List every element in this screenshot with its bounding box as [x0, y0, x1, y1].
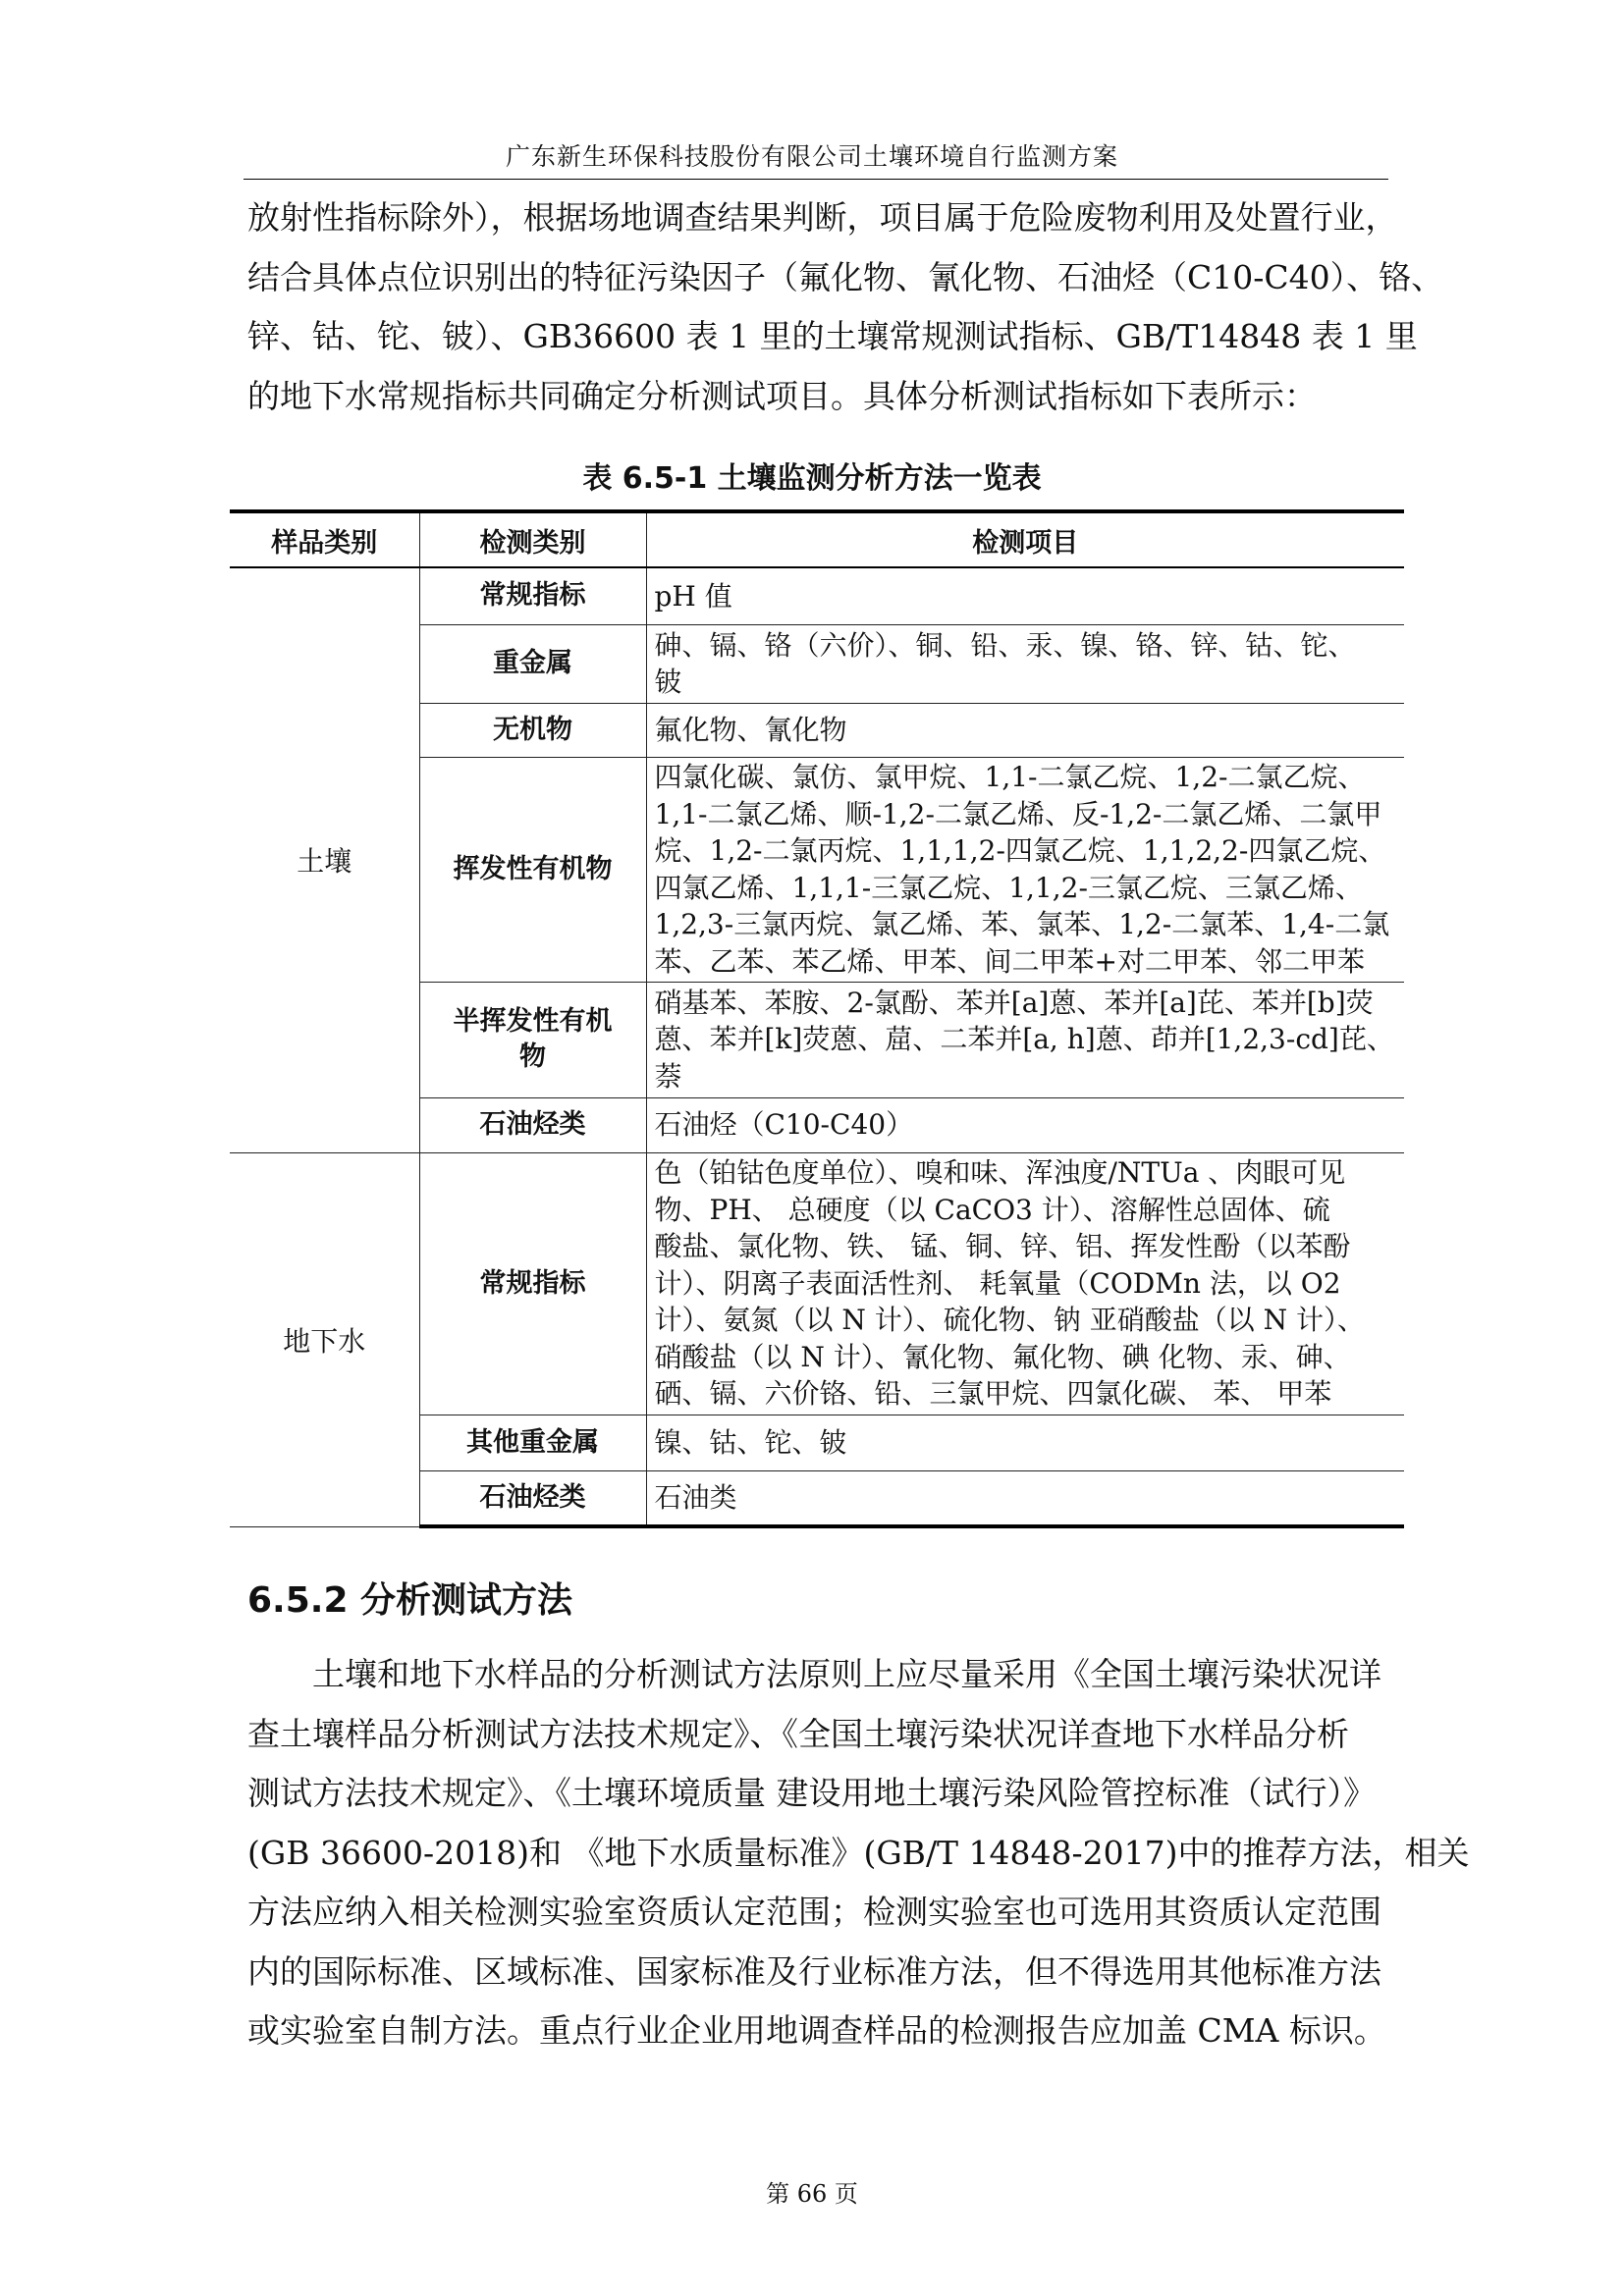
items-cell [646, 1097, 1404, 1152]
monitoring-methods-table [230, 509, 1404, 1528]
items-cell [646, 757, 1404, 982]
item-line: 苯、乙苯、苯乙烯、甲苯、间二甲苯+对二甲苯、邻二甲苯 [654, 944, 1365, 978]
type-line: 物 [519, 1041, 546, 1072]
type-cell: 其他重金属 [419, 1415, 646, 1470]
item-line: 计）、氨氮（以 N 计）、硫化物、钠 亚硝酸盐（以 N 计）、 [654, 1304, 1366, 1337]
items-cell [646, 1415, 1404, 1470]
type-cell: 石油烃类 [419, 1470, 646, 1526]
item-line: 四氯乙烯、1,1,1-三氯乙烷、1,1,2-三氯乙烷、三氯乙烯、 [654, 871, 1363, 904]
item-line: 石油类 [654, 1481, 737, 1514]
groundwater-category-cell: 地下水 [230, 1152, 419, 1526]
body-line: 或实验室自制方法。重点行业企业用地调查样品的检测报告应加盖 CMA 标识。 [247, 2011, 1386, 2050]
header-test-category: 检测类别 [419, 511, 646, 567]
items-cell [646, 982, 1404, 1097]
intro-paragraph [247, 188, 1444, 426]
body-line: 测试方法技术规定》、《土壤环境质量 建设用地土壤污染风险管控标准（试行）》 [247, 1774, 1376, 1812]
items-cell [646, 1470, 1404, 1526]
item-line: 1,2,3-三氯丙烷、氯乙烯、苯、氯苯、1,2-二氯苯、1,4-二氯 [654, 908, 1390, 940]
item-line: 硝酸盐（以 N 计）、氰化物、氟化物、碘 化物、汞、砷、 [654, 1340, 1351, 1373]
type-cell: 常规指标 [419, 1152, 646, 1415]
item-line: 砷、镉、铬（六价）、铜、铅、汞、镍、铬、锌、钴、铊、 [654, 628, 1356, 662]
type-line: 半挥发性有机 [453, 1006, 613, 1037]
body-line: 方法应纳入相关检测实验室资质认定范围；检测实验室也可选用其资质认定范围 [247, 1893, 1381, 1931]
items-cell [646, 624, 1404, 703]
header-rule [244, 179, 1388, 180]
type-cell [419, 982, 646, 1097]
type-cell: 无机物 [419, 703, 646, 757]
body-paragraph [247, 1645, 1470, 2061]
table-header-row [230, 511, 1404, 567]
type-cell: 石油烃类 [419, 1097, 646, 1152]
item-line: 计）、阴离子表面活性剂、 耗氧量（CODMn 法，以 O2 [654, 1266, 1341, 1300]
header-test-items: 检测项目 [646, 511, 1404, 567]
intro-line: 的地下水常规指标共同确定分析测试项目。具体分析测试指标如下表所示： [247, 376, 1317, 415]
intro-line: 结合具体点位识别出的特征污染因子（氟化物、氰化物、石油烃（C10-C40）、铬、 [247, 257, 1444, 296]
table-caption: 表 6.5-1 土壤监测分析方法一览表 [582, 461, 1042, 496]
type-cell: 挥发性有机物 [419, 757, 646, 982]
section-heading: 6.5.2 分析测试方法 [247, 1580, 573, 1621]
table-row [230, 567, 1404, 624]
item-line: 硒、镉、六价铬、铅、三氯甲烷、四氯化碳、 苯、 甲苯 [654, 1377, 1332, 1411]
item-line: 1,1-二氯乙烯、顺-1,2-二氯乙烯、反-1,2-二氯乙烯、二氯甲 [654, 797, 1382, 830]
item-line: 四氯化碳、氯仿、氯甲烷、1,1-二氯乙烷、1,2-二氯乙烷、 [654, 761, 1366, 793]
type-cell: 重金属 [419, 624, 646, 703]
item-line: 硝基苯、苯胺、2-氯酚、苯并[a]蒽、苯并[a]芘、苯并[b]荧 [654, 986, 1374, 1019]
items-cell [646, 567, 1404, 624]
intro-line: 锌、钴、铊、铍）、GB36600 表 1 里的土壤常规测试指标、GB/T14848 表 1 里 [247, 317, 1418, 355]
item-line: 蒽、苯并[k]荧蒽、䓛、二苯并[a, h]蒽、茚并[1,2,3-cd]芘、 [654, 1023, 1394, 1056]
items-cell [646, 703, 1404, 757]
items-cell [646, 1152, 1404, 1415]
item-line: 物、PH、 总硬度（以 CaCO3 计）、溶解性总固体、硫 [654, 1193, 1330, 1226]
table-row [230, 1152, 1404, 1415]
body-line: (GB 36600-2018)和 《地下水质量标准》(GB/T 14848-2017)中的推荐方法，相关 [247, 1833, 1470, 1872]
item-line: 萘 [654, 1059, 682, 1093]
item-line: 氟化物、氰化物 [654, 713, 847, 746]
intro-line: 放射性指标除外），根据场地调查结果判断，项目属于危险废物利用及处置行业， [247, 198, 1398, 237]
item-line: 镍、钴、铊、铍 [654, 1425, 847, 1459]
body-line: 查土壤样品分析测试方法技术规定》、《全国土壤污染状况详查地下水样品分析 [247, 1714, 1349, 1753]
body-line: 内的国际标准、区域标准、国家标准及行业标准方法，但不得选用其他标准方法 [247, 1951, 1381, 1991]
page-number: 第 66 页 [766, 2180, 858, 2208]
soil-category-cell: 土壤 [230, 567, 419, 1152]
header-sample-category: 样品类别 [230, 511, 419, 567]
item-line: 色（铂钴色度单位）、嗅和味、浑浊度/NTUa 、肉眼可见 [654, 1156, 1346, 1190]
item-line: 石油烃（C10-C40） [654, 1108, 914, 1142]
running-header: 广东新生环保科技股份有限公司土壤环境自行监测方案 [505, 142, 1118, 171]
type-cell: 常规指标 [419, 567, 646, 624]
body-line: 土壤和地下水样品的分析测试方法原则上应尽量采用《全国土壤污染状况详 [312, 1655, 1381, 1693]
item-line: 铍 [654, 666, 682, 698]
item-line: 酸盐、氯化物、铁、 锰、铜、锌、铝、挥发性酚（以苯酚 [654, 1230, 1351, 1263]
item-line: pH 值 [654, 579, 732, 613]
item-line: 烷、1,2-二氯丙烷、1,1,1,2-四氯乙烷、1,1,2,2-四氯乙烷、 [654, 834, 1386, 867]
